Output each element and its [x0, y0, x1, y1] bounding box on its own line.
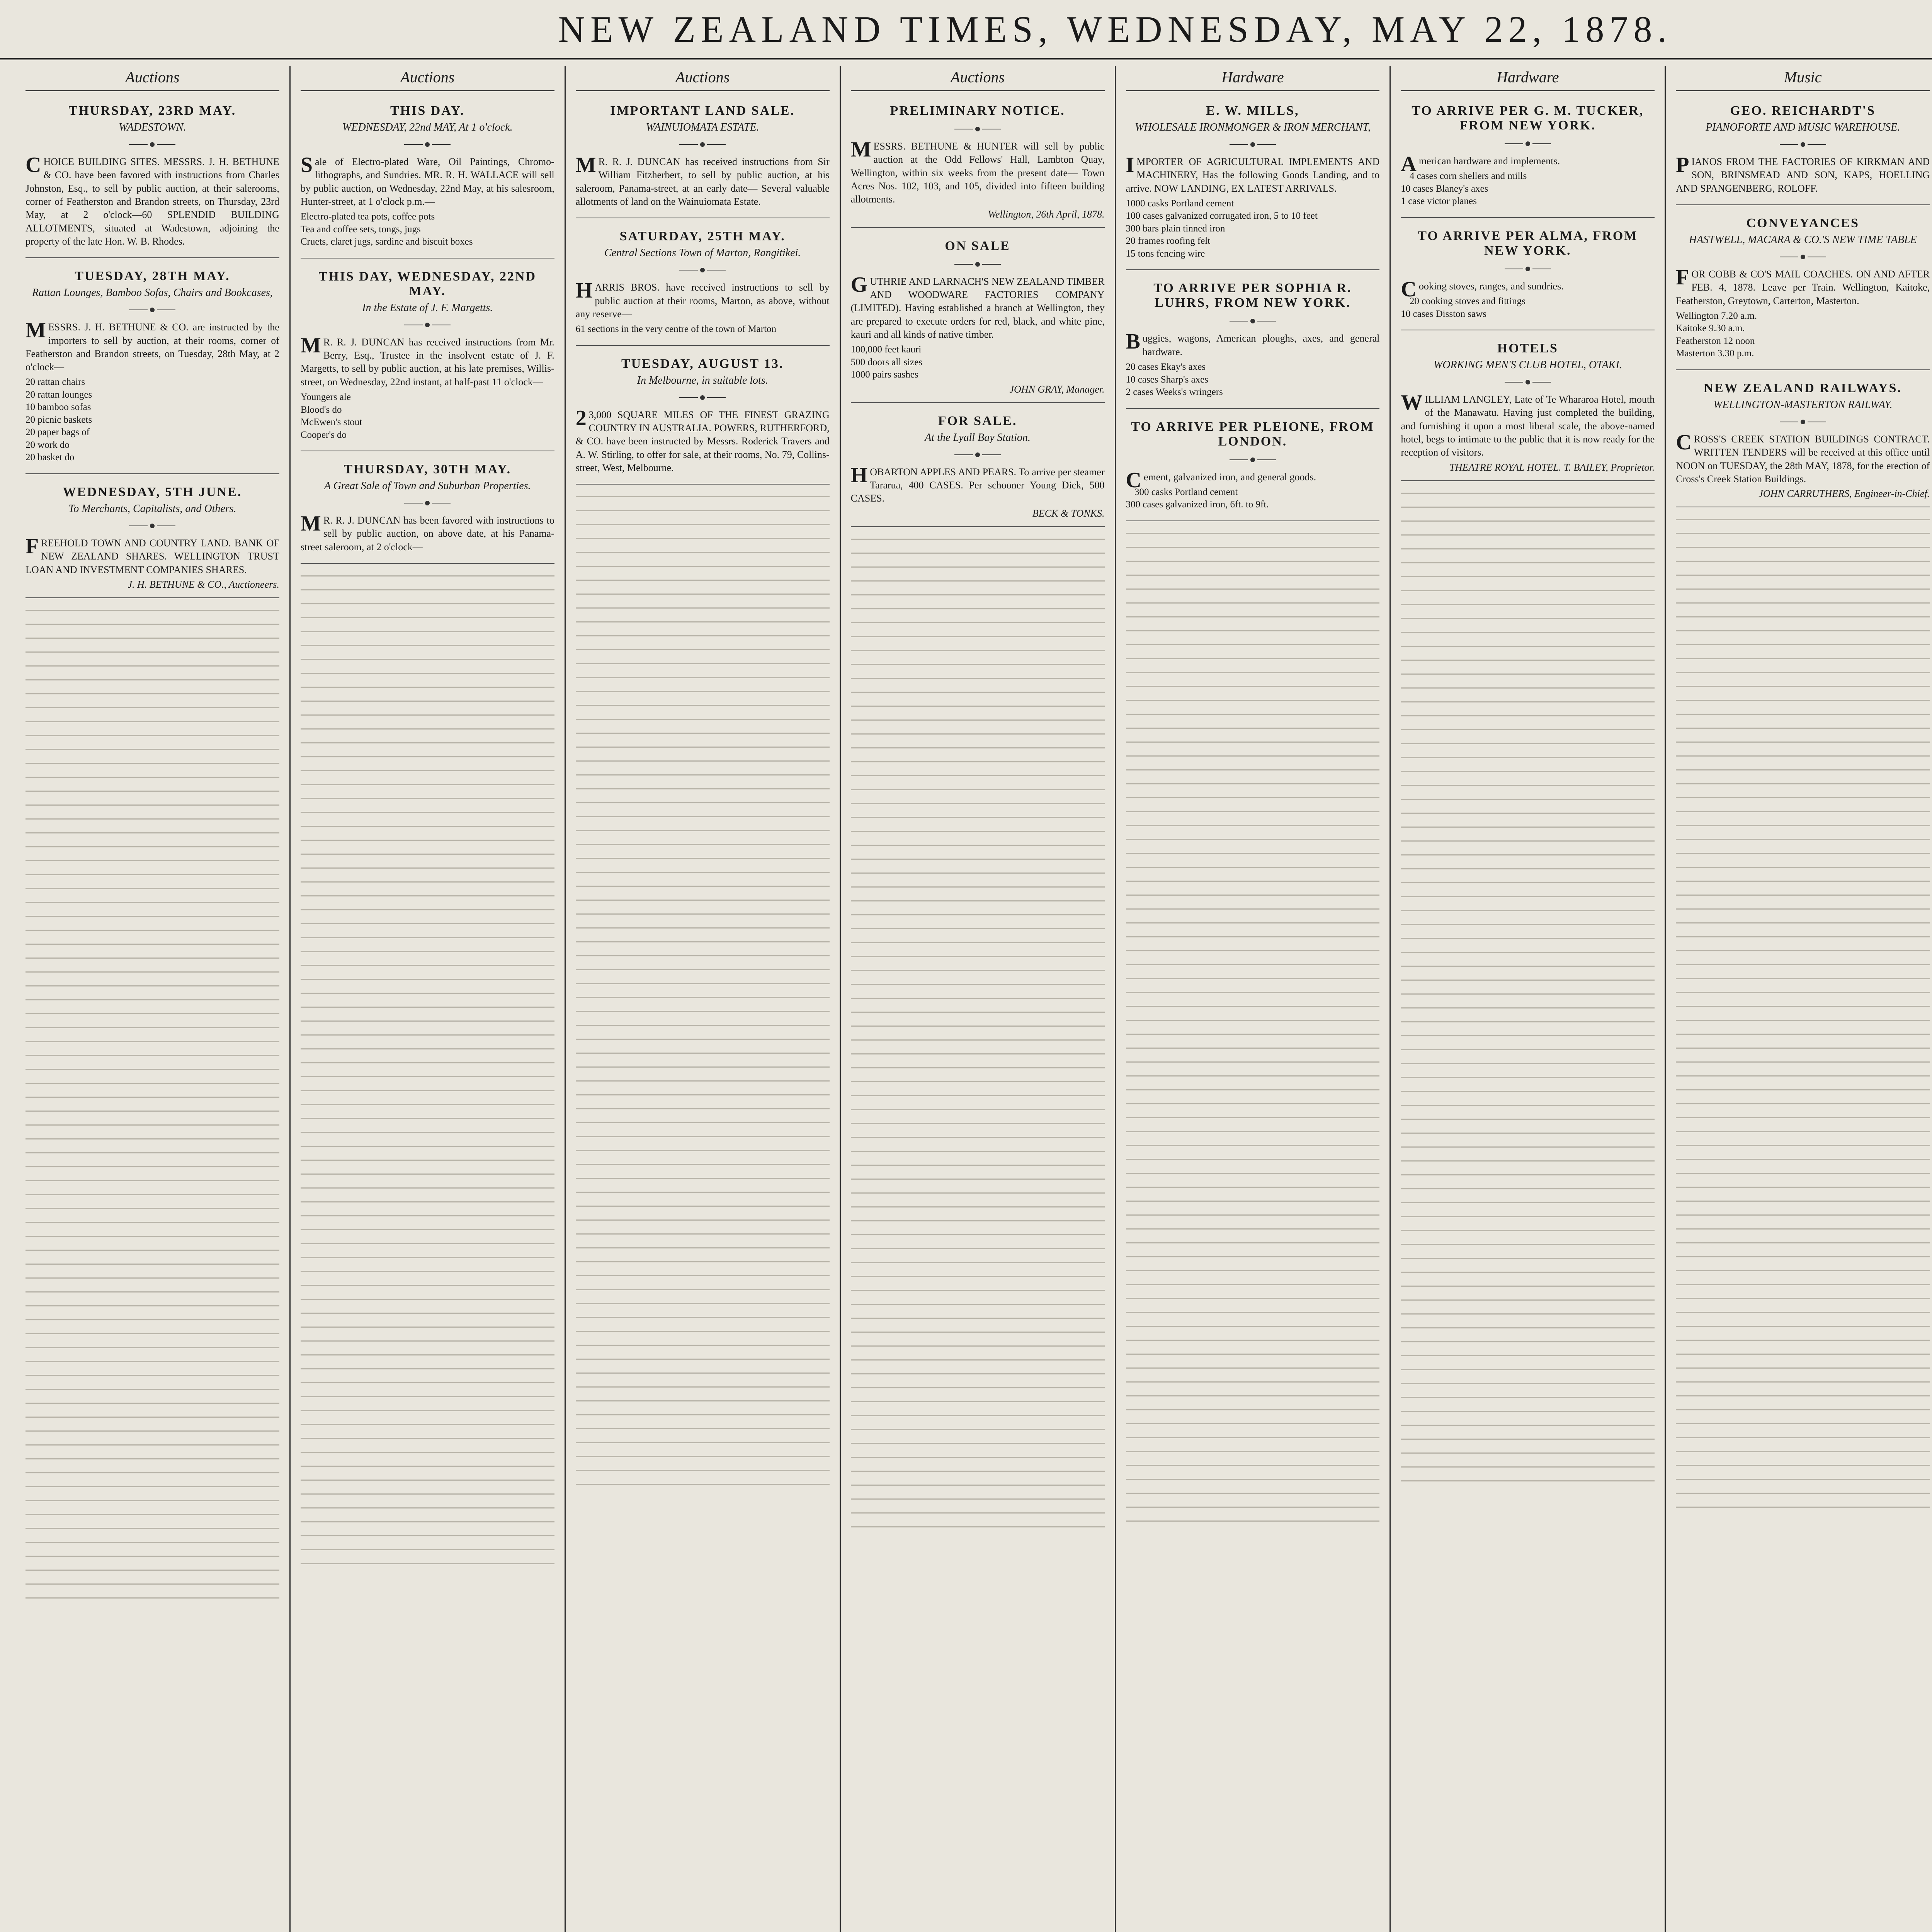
- ad-title: ON SALE: [945, 238, 1010, 253]
- column: [15, 66, 291, 1932]
- ad-title: TUESDAY, 28TH MAY.: [75, 269, 230, 284]
- ad-title: CONVEYANCES: [1746, 216, 1859, 230]
- column-header: Hardware: [1126, 66, 1380, 91]
- advertisement: [1401, 223, 1655, 330]
- list-item: 61 sections in the very centre of the town of Marton: [575, 324, 777, 335]
- ad-body-text: MESSRS. BETHUNE & HUNTER will sell by public auction at the Odd Fellows' Hall, Lambton Quay, Wellington, within six weeks from the present date— Town Acres Nos. 102, 103, and 105, divided into fifteen building allotments.: [850, 138, 1105, 205]
- list-item: Featherston 12 noon: [1676, 335, 1755, 346]
- goods-list: [1126, 486, 1380, 511]
- advertisement: [1401, 335, 1655, 481]
- advertisement: [301, 97, 554, 259]
- list-item: 4 cases corn shellers and mills: [1409, 171, 1527, 182]
- ad-body-text: MR. R. J. DUNCAN has received instructions from Mr. Berry, Esq., Trustee in the insolvent estate of J. F. Margetts, to sell by public auction, at his late premises, Willis-street, on Wednesday, 22nd instant, at half-past 11 o'clock—: [300, 333, 554, 388]
- list-item: Wellington 7.20 a.m.: [1676, 310, 1757, 321]
- list-item: Cruets, claret jugs, sardine and biscuit boxes: [300, 236, 473, 247]
- ornament-rule: [1401, 374, 1655, 390]
- ornament-rule: [1401, 261, 1655, 277]
- newspaper-title: NEW ZEALAND TIMES, WEDNESDAY, MAY 22, 1878.: [558, 8, 1672, 50]
- ad-signature: BECK & TONKS.: [1032, 507, 1105, 519]
- list-item: 10 cases Sharp's axes: [1126, 374, 1208, 385]
- column: [1116, 66, 1391, 1932]
- ad-subtitle: PIANOFORTE AND MUSIC WAREHOUSE.: [1706, 121, 1900, 133]
- column: [566, 66, 841, 1932]
- advertisement: [1126, 275, 1380, 408]
- ad-body-text: 23,000 SQUARE MILES OF THE FINEST GRAZING COUNTRY IN AUSTRALIA. POWERS, RUTHERFORD, & CO. have been instructed by Messrs. Roderick Travers and A. W. Stirling, to offer for sale, at their rooms, No. 79, Collins-street, West, Melbourne.: [575, 406, 830, 473]
- ornament-rule: [851, 121, 1105, 137]
- list-item: 100 cases galvanized corrugated iron, 5 to 10 feet: [1126, 211, 1318, 221]
- column-header: Auctions: [576, 66, 830, 91]
- ornament-rule: [26, 518, 279, 534]
- ad-title: IMPORTANT LAND SALE.: [610, 104, 795, 118]
- ad-signature: JOHN GRAY, Manager.: [1009, 383, 1105, 395]
- advertisement: [26, 479, 279, 598]
- list-item: 20 rattan lounges: [26, 389, 92, 400]
- ornament-rule: [301, 137, 554, 152]
- list-item: 300 bars plain tinned iron: [1126, 223, 1225, 234]
- ad-subtitle: WEDNESDAY, 22nd MAY, At 1 o'clock.: [342, 121, 513, 133]
- ad-subtitle: In Melbourne, in suitable lots.: [637, 374, 768, 386]
- advertisement: [576, 97, 830, 218]
- ad-body-text: Sale of Electro-plated Ware, Oil Paintings, Chromo-lithographs, and Sundries. MR. R. H. WALLACE will sell by public auction, on Wednesday, 22nd May, at his salesroom, Hunter-street, at 1 o'clock p.m.—: [300, 153, 554, 207]
- ad-subtitle: At the Lyall Bay Station.: [925, 431, 1031, 444]
- list-item: 100,000 feet kauri: [850, 344, 922, 355]
- ad-subtitle: In the Estate of J. F. Margetts.: [362, 301, 493, 314]
- list-item: 1000 casks Portland cement: [1126, 198, 1234, 209]
- column: [1391, 66, 1666, 1932]
- newspaper-page: [15, 66, 1932, 1932]
- ad-body-text: HOBARTON APPLES AND PEARS. To arrive per steamer Tararua, 400 CASES. Per schooner Young Dick, 500 CASES.: [850, 463, 1105, 504]
- ad-subtitle: A Great Sale of Town and Suburban Properties.: [324, 480, 531, 492]
- goods-list: [851, 344, 1105, 381]
- ad-signature: Wellington, 26th April, 1878.: [988, 208, 1105, 220]
- ad-title: THIS DAY, WEDNESDAY, 22ND MAY.: [318, 269, 537, 298]
- remaining-column-text: [851, 532, 1105, 1536]
- ad-body-text: FOR COBB & CO'S MAIL COACHES. ON AND AFTER FEB. 4, 1878. Leave per Train. Wellington, Kaitoke, Featherston, Greytown, Carterton, Masterton.: [1676, 265, 1930, 306]
- ad-subtitle: WORKING MEN'S CLUB HOTEL, OTAKI.: [1433, 359, 1622, 371]
- list-item: McEwen's stout: [300, 417, 362, 427]
- advertisement: [1126, 97, 1380, 270]
- ad-subtitle: Rattan Lounges, Bamboo Sofas, Chairs and Bookcases,: [32, 287, 273, 299]
- column-header: Auctions: [26, 66, 279, 91]
- remaining-column-text: [576, 489, 830, 1494]
- list-item: 20 cases Ekay's axes: [1126, 362, 1206, 372]
- ad-title: TO ARRIVE PER ALMA, FROM NEW YORK.: [1418, 228, 1638, 258]
- list-item: 10 cases Blaney's axes: [1401, 183, 1488, 194]
- ad-body-text: MESSRS. J. H. BETHUNE & CO. are instructed by the importers to sell by auction, at their rooms, corner of Featherston and Brandon streets, on Tuesday, 28th May, at 2 o'clock—: [26, 318, 279, 373]
- ad-body-text: MR. R. J. DUNCAN has received instructions from Sir William Fitzherbert, to sell by public auction, at his saleroom, Panama-street, at an early date— Several valuable allotments of land on the Wainuiomata Estate.: [575, 153, 830, 207]
- list-item: 20 frames roofing felt: [1126, 236, 1211, 247]
- list-item: Tea and coffee sets, tongs, jugs: [300, 224, 421, 235]
- list-item: 500 doors all sizes: [850, 357, 923, 367]
- ad-body-text: IMPORTER OF AGRICULTURAL IMPLEMENTS AND MACHINERY, Has the following Goods Landing, and to arrive. NOW LANDING, EX LATEST ARRIVALS.: [1126, 153, 1380, 194]
- ad-title: FOR SALE.: [938, 413, 1017, 428]
- remaining-column-text: [1676, 512, 1930, 1517]
- ornament-rule: [301, 495, 554, 511]
- ad-body-text: MR. R. J. DUNCAN has been favored with instructions to sell by public auction, on above date, at his Panama-street saleroom, at 2 o'clock—: [300, 512, 554, 553]
- column-header: Music: [1676, 66, 1930, 91]
- ornament-rule: [1676, 137, 1930, 152]
- ad-body-text: Buggies, wagons, American ploughs, axes, and general hardware.: [1126, 330, 1380, 357]
- list-item: 20 cooking stoves and fittings: [1409, 296, 1526, 307]
- list-item: 10 bamboo sofas: [26, 402, 91, 413]
- ad-title: THURSDAY, 30TH MAY.: [344, 462, 512, 476]
- list-item: 20 picnic baskets: [26, 414, 92, 425]
- ad-body-text: WILLIAM LANGLEY, Late of Te Whararoa Hotel, mouth of the Manawatu. Having just completed the building, and furnishing it upon a most liberal scale, the above-named hotel, begs to intimate to the public that it is now ready for the reception of visitors.: [1401, 391, 1655, 458]
- ad-subtitle: WAINUIOMATA ESTATE.: [646, 121, 759, 133]
- goods-list: [301, 391, 554, 441]
- goods-list: [26, 376, 279, 464]
- ad-body-text: HARRIS BROS. have received instructions to sell by public auction at their rooms, Marton, as above, without any reserve—: [575, 279, 830, 320]
- list-item: Youngers ale: [300, 392, 351, 402]
- ad-body-text: American hardware and implements.: [1401, 152, 1560, 176]
- advertisement: [851, 408, 1105, 527]
- column-header: Auctions: [301, 66, 554, 91]
- list-item: 300 cases galvanized iron, 6ft. to 9ft.: [1126, 499, 1269, 510]
- goods-list: [1126, 197, 1380, 260]
- advertisement: [26, 97, 279, 258]
- ad-body-text: PIANOS FROM THE FACTORIES OF KIRKMAN AND SON, BRINSMEAD AND SON, KAPS, HOELLING AND SPANGENBERG, ROLOFF.: [1676, 153, 1930, 194]
- list-item: 10 cases Disston saws: [1401, 308, 1486, 319]
- ornament-rule: [1676, 414, 1930, 430]
- column-header: Hardware: [1401, 66, 1655, 91]
- advertisement: [1676, 210, 1930, 370]
- ad-subtitle: WADESTOWN.: [119, 121, 186, 133]
- remaining-column-text: [1126, 526, 1380, 1531]
- ad-subtitle: To Merchants, Capitalists, and Others.: [68, 502, 236, 515]
- advertisement: [301, 456, 554, 564]
- advertisement: [26, 263, 279, 474]
- ornament-rule: [851, 447, 1105, 463]
- ornament-rule: [1126, 452, 1380, 468]
- ad-title: WEDNESDAY, 5TH JUNE.: [63, 485, 242, 499]
- ad-body-text: FREEHOLD TOWN AND COUNTRY LAND. BANK OF NEW ZEALAND SHARES. WELLINGTON TRUST LOAN AND INVESTMENT COMPANIES SHARES.: [26, 534, 279, 575]
- ad-title: TUESDAY, AUGUST 13.: [621, 356, 784, 371]
- ad-subtitle: HASTWELL, MACARA & CO.'S NEW TIME TABLE: [1689, 233, 1917, 246]
- ad-subtitle: Central Sections Town of Marton, Rangitikei.: [604, 247, 801, 259]
- column-header: Auctions: [851, 66, 1105, 91]
- ad-title: NEW ZEALAND RAILWAYS.: [1704, 381, 1902, 395]
- remaining-column-text: [301, 568, 554, 1573]
- list-item: 20 basket do: [26, 452, 75, 463]
- ad-body-text: Cement, galvanized iron, and general goods.: [1126, 468, 1316, 492]
- advertisement: [576, 350, 830, 485]
- goods-list: [1401, 295, 1655, 320]
- ad-title: TO ARRIVE PER PLEIONE, FROM LONDON.: [1131, 419, 1374, 449]
- ornament-rule: [576, 137, 830, 152]
- goods-list: [1676, 310, 1930, 360]
- advertisement: [1676, 375, 1930, 507]
- column: [1666, 66, 1932, 1932]
- ad-title: TO ARRIVE PER SOPHIA R. LUHRS, FROM NEW YORK.: [1153, 281, 1352, 310]
- ad-body-text: CROSS'S CREEK STATION BUILDINGS CONTRACT. WRITTEN TENDERS will be received at this office until NOON on TUESDAY, the 28th MAY, 1878, for the erection of Cross's Creek Station Buildings.: [1676, 430, 1930, 485]
- list-item: 20 paper bags of: [26, 427, 90, 438]
- ornament-rule: [1126, 137, 1380, 152]
- list-item: 1000 pairs sashes: [850, 369, 918, 380]
- advertisement: [1126, 413, 1380, 521]
- list-item: 20 rattan chairs: [26, 377, 85, 388]
- goods-list: [1126, 361, 1380, 399]
- advertisement: [851, 233, 1105, 403]
- ornament-rule: [576, 262, 830, 278]
- goods-list: [576, 323, 830, 336]
- advertisement: [851, 97, 1105, 228]
- ad-title: TO ARRIVE PER G. M. TUCKER, FROM NEW YORK.: [1412, 104, 1644, 133]
- ornament-rule: [1401, 136, 1655, 151]
- ornament-rule: [26, 137, 279, 152]
- remaining-column-text: [1401, 486, 1655, 1490]
- ornament-rule: [26, 302, 279, 318]
- ad-signature: THEATRE ROYAL HOTEL. T. BAILEY, Proprietor.: [1449, 461, 1655, 473]
- ornament-rule: [576, 390, 830, 405]
- ad-title: GEO. REICHARDT'S: [1730, 104, 1876, 118]
- ad-title: PRELIMINARY NOTICE.: [890, 104, 1065, 118]
- ad-title: E. W. MILLS,: [1206, 104, 1299, 118]
- masthead: [0, 0, 1932, 60]
- list-item: Cooper's do: [300, 429, 347, 440]
- ad-body-text: Cooking stoves, ranges, and sundries.: [1401, 277, 1564, 301]
- ad-subtitle: WELLINGTON-MASTERTON RAILWAY.: [1713, 398, 1893, 411]
- column: [841, 66, 1116, 1932]
- goods-list: [301, 211, 554, 248]
- goods-list: [1401, 170, 1655, 208]
- list-item: 15 tons fencing wire: [1126, 248, 1205, 259]
- remaining-column-text: [26, 603, 279, 1607]
- ornament-rule: [1676, 249, 1930, 265]
- ad-signature: J. H. BETHUNE & CO., Auctioneers.: [128, 578, 279, 590]
- advertisement: [301, 263, 554, 451]
- list-item: 1 case victor planes: [1401, 196, 1477, 207]
- advertisement: [576, 223, 830, 345]
- list-item: Kaitoke 9.30 a.m.: [1676, 323, 1745, 334]
- ornament-rule: [1126, 313, 1380, 329]
- ad-title: THIS DAY.: [390, 104, 465, 118]
- ad-body-text: CHOICE BUILDING SITES. MESSRS. J. H. BETHUNE & CO. have been favored with instructions from Charles Johnston, Esq., to sell by public auction, at their salerooms, corner of Featherston and Brandon streets, on Thursday, 23rd May, at 2 o'clock—60 SPLENDID BUILDING ALLOTMENTS, situated at Wadestown, adjoining the property of the late Hon. W. B. Rhodes.: [26, 153, 279, 247]
- ad-subtitle: WHOLESALE IRONMONGER & IRON MERCHANT,: [1134, 121, 1371, 133]
- ad-title: SATURDAY, 25TH MAY.: [619, 229, 786, 244]
- list-item: Masterton 3.30 p.m.: [1676, 348, 1754, 359]
- advertisement: [1676, 97, 1930, 205]
- ornament-rule: [851, 257, 1105, 272]
- list-item: Electro-plated tea pots, coffee pots: [300, 211, 435, 222]
- advertisement: [1401, 97, 1655, 218]
- ad-title: HOTELS: [1497, 341, 1558, 356]
- ad-signature: JOHN CARRUTHERS, Engineer-in-Chief.: [1759, 488, 1930, 500]
- list-item: 2 cases Weeks's wringers: [1126, 387, 1223, 398]
- list-item: 300 casks Portland cement: [1134, 486, 1238, 497]
- column: [291, 66, 566, 1932]
- ad-body-text: GUTHRIE AND LARNACH'S NEW ZEALAND TIMBER AND WOODWARE FACTORIES COMPANY (LIMITED). Having established a branch at Wellington, they are prepared to execute orders for red, black, and white pine, kauri and all kinds of native timber.: [850, 272, 1105, 340]
- list-item: 20 work do: [26, 439, 70, 450]
- ornament-rule: [301, 317, 554, 333]
- ad-title: THURSDAY, 23RD MAY.: [68, 104, 236, 118]
- list-item: Blood's do: [300, 404, 342, 415]
